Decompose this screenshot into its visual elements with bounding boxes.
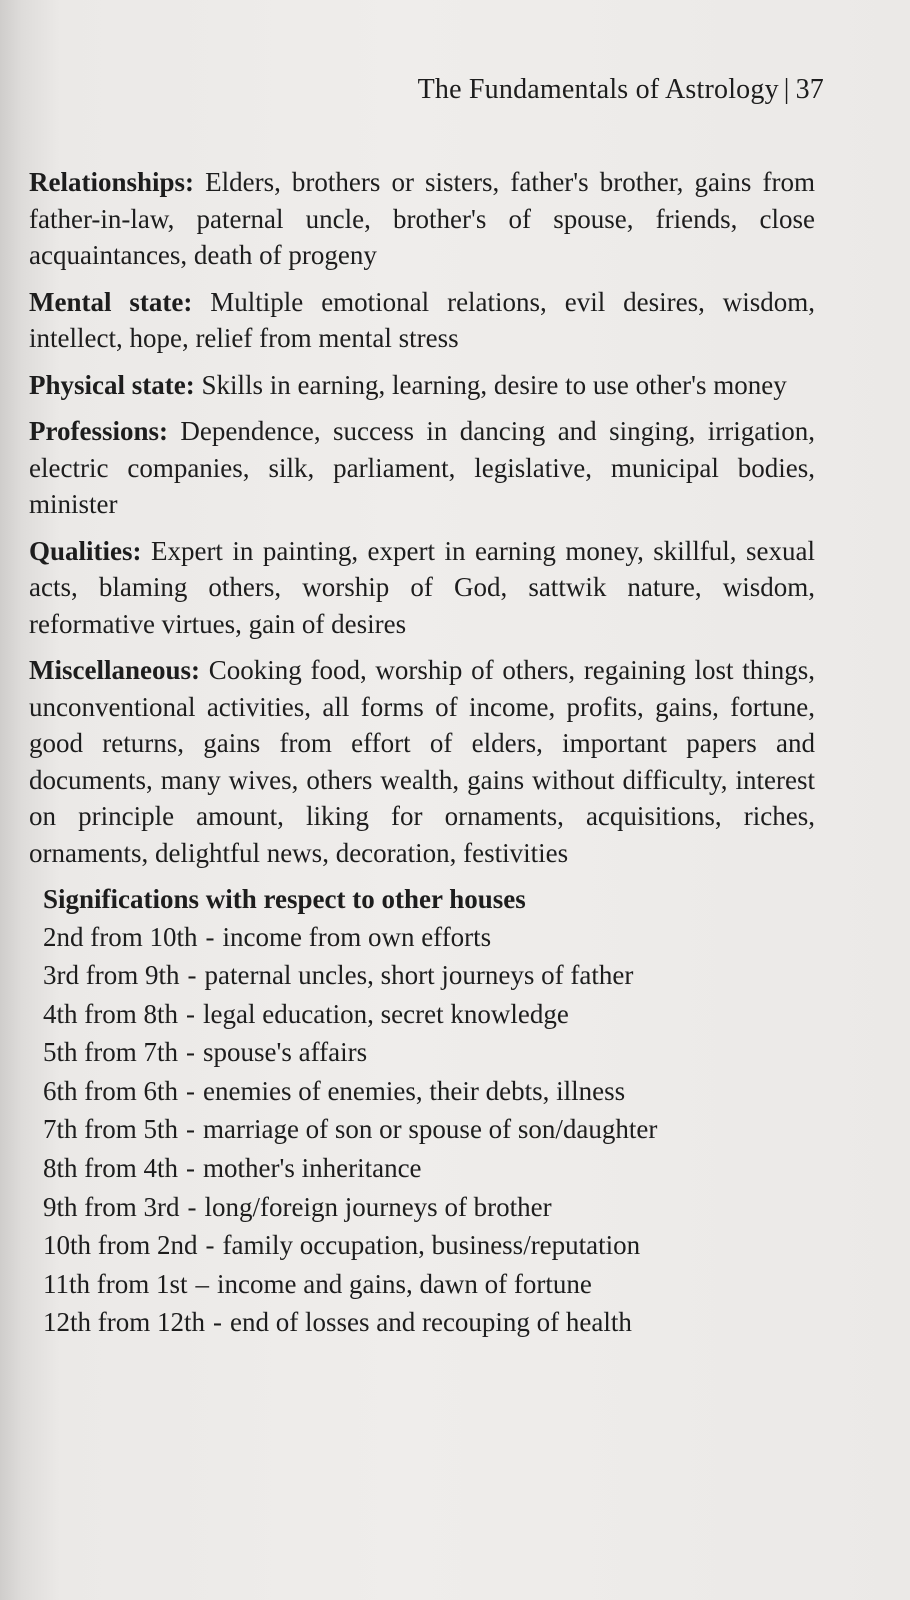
list-item [43,995,815,1034]
list-item [43,1303,815,1342]
house-relation: 8th from 4th [43,1153,178,1184]
section-miscellaneous [29,652,815,871]
list-item [43,1072,815,1111]
significations-heading: Significations with respect to other houses [43,884,526,914]
list-item [43,918,815,957]
item-dash: - [213,1307,222,1338]
house-meaning: end of losses and recouping of health [230,1307,632,1338]
header-separator: | [783,74,790,105]
section-text: Skills in earning, learning, desire to use other's money [201,369,787,400]
item-dash: - [205,1230,215,1261]
running-header [418,74,824,106]
item-dash: - [187,1191,197,1222]
item-dash: - [186,1114,195,1145]
section-mental-state [29,284,815,357]
item-dash: - [186,1075,195,1106]
house-relation: 10th from 2nd [43,1230,198,1261]
section-label: Miscellaneous: [29,655,200,685]
house-relation: 9th from 3rd [43,1191,180,1222]
item-dash: - [186,1037,195,1068]
list-item [43,1110,815,1149]
section-label: Relationships: [29,167,195,197]
section-qualities [29,533,815,643]
house-meaning: income and gains, dawn of fortune [217,1268,592,1299]
significations-list [29,918,815,1343]
book-title: The Fundamentals of Astrology [417,74,779,105]
item-dash: - [187,960,197,991]
section-label: Physical state: [29,369,195,400]
house-meaning: paternal uncles, short journeys of father [204,960,634,991]
item-dash: – [195,1268,209,1299]
list-item [43,1226,815,1265]
list-item [43,1149,815,1188]
list-item [43,1033,815,1072]
section-physical-state [29,367,815,404]
list-item [43,1188,815,1227]
house-meaning: spouse's affairs [203,1037,368,1068]
section-professions [29,413,815,523]
page-body [29,164,815,1342]
section-text: Expert in painting, expert in earning money, skillful, sexual acts, blaming others, worship of God, sattwik nature, wisdom, reformative virtues, gain of desires [29,535,815,639]
section-text: Cooking food, worship of others, regaining lost things, unconventional activities, all forms of income, profits, gains, fortune, good returns, gains from effort of elders, important papers and documents, many wives, others wealth, gains without difficulty, interest on principle amount, liking for ornaments, acquisitions, riches, ornaments, delightful news, decoration, festivities [29,655,815,868]
house-meaning: enemies of enemies, their debts, illness [203,1075,626,1106]
section-label: Mental state: [29,286,193,317]
house-meaning: income from own efforts [222,921,492,952]
section-label: Qualities: [29,535,142,566]
house-meaning: family occupation, business/reputation [222,1230,641,1261]
section-label: Professions: [29,416,168,446]
list-item [43,1265,815,1304]
house-meaning: long/foreign journeys of brother [204,1191,552,1222]
house-meaning: legal education, secret knowledge [203,998,569,1029]
house-relation: 3rd from 9th [43,960,180,991]
page-number: 37 [795,74,824,105]
section-text: Dependence, success in dancing and singing, irrigation, electric companies, silk, parliament, legislative, municipal bodies, minister [29,416,815,519]
house-relation: 7th from 5th [43,1114,178,1145]
house-relation: 5th from 7th [43,1037,178,1068]
house-relation: 12th from 12th [43,1307,205,1338]
house-relation: 6th from 6th [43,1075,178,1106]
house-relation: 11th from 1st [43,1268,188,1299]
item-dash: - [186,998,195,1029]
house-relation: 4th from 8th [43,998,178,1029]
house-meaning: marriage of son or spouse of son/daughter [203,1114,658,1145]
house-meaning: mother's inheritance [203,1153,422,1184]
list-item [43,956,815,995]
section-relationships [29,164,815,274]
item-dash: - [205,921,215,952]
item-dash: - [186,1153,195,1184]
house-relation: 2nd from 10th [43,921,198,952]
section-text: Multiple emotional relations, evil desires, wisdom, intellect, hope, relief from mental stress [29,286,815,353]
section-text: Elders, brothers or sisters, father's brother, gains from father-in-law, paternal uncle, brother's of spouse, friends, close acquaintances, death of progeny [29,167,815,270]
